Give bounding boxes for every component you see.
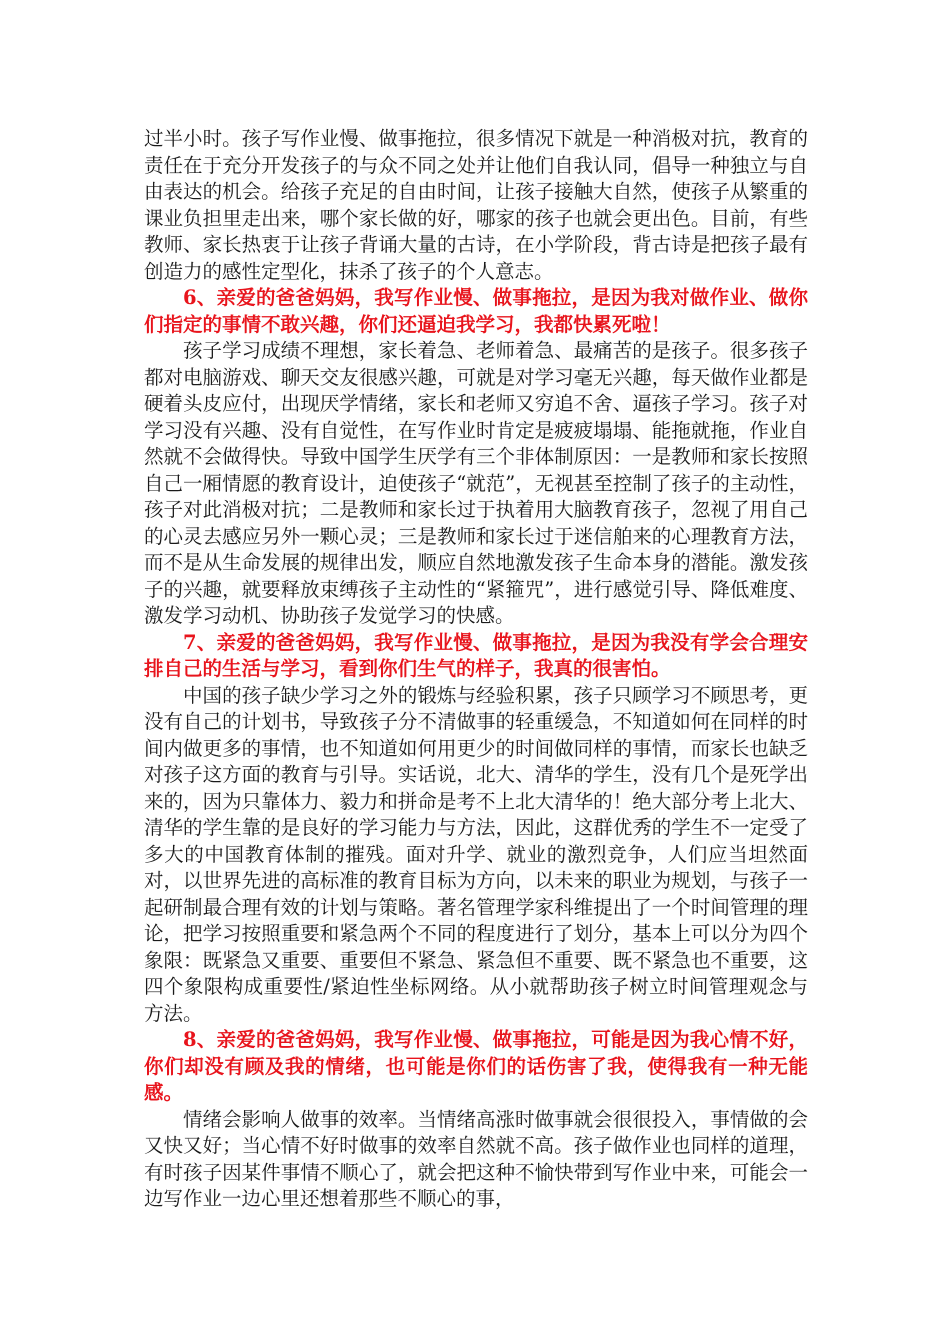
section-heading-6: 6、亲爱的爸爸妈妈，我写作业慢、做事拖拉，是因为我对做作业、做你们指定的事情不敢兴趣，你们还逼迫我学习，我都快累死啦！ bbox=[144, 286, 808, 336]
section-heading-8: 8、亲爱的爸爸妈妈，我写作业慢、做事拖拉，可能是因为我心情不好，你们却没有顾及我的情绪，也可能是你们的话伤害了我，使得我有一种无能感。 bbox=[144, 1028, 808, 1104]
body-paragraph: 过半小时。孩子写作业慢、做事拖拉，很多情况下就是一种消极对抗，教育的责任在于充分开发孩子的与众不同之处并让他们自我认同，倡导一种独立与自由表达的机会。给孩子充足的自由时间，让孩子接触大自然，使孩子从繁重的课业负担里走出来，哪个家长做的好，哪家的孩子也就会更出色。目前，有些教师、家长热衷于让孩子背诵大量的古诗，在小学阶段，背古诗是把孩子最有创造力的感性定型化，抹杀了孩子的个人意志。 bbox=[144, 127, 808, 283]
body-paragraph: 情绪会影响人做事的效率。当情绪高涨时做事就会很很投入，事情做的会又快又好；当心情不好时做事的效率自然就不高。孩子做作业也同样的道理，有时孩子因某件事情不顺心了，就会把这种不愉快带到写作业中来，可能会一边写作业一边心里还想着那些不顺心的事， bbox=[144, 1107, 808, 1210]
body-paragraph: 孩子学习成绩不理想，家长着急、老师着急、最痛苦的是孩子。很多孩子都对电脑游戏、聊天交友很感兴趣，可就是对学习毫无兴趣，每天做作业都是硬着头皮应付，出现厌学情绪，家长和老师又穷追不舍、逼孩子学习。孩子对学习没有兴趣、没有自觉性，在写作业时肯定是疲疲塌塌、能拖就拖，作业自然就不会做得快。导致中国学生厌学有三个非体制原因：一是教师和家长按照自己一厢情愿的教育设计，迫使孩子“就范”，无视甚至控制了孩子的主动性，孩子对此消极对抗；二是教师和家长过于执着用大脑教育孩子，忽视了用自己的心灵去感应另外一颗心灵；三是教师和家长过于迷信舶来的心理教育方法，而不是从生命发展的规律出发，顺应自然地激发孩子生命本身的潜能。激发孩子的兴趣，就要释放束缚孩子主动性的“紧箍咒”，进行感觉引导、降低难度、激发学习动机、协助孩子发觉学习的快感。 bbox=[144, 339, 808, 627]
body-paragraph: 中国的孩子缺少学习之外的锻炼与经验积累，孩子只顾学习不顾思考，更没有自己的计划书，导致孩子分不清做事的轻重缓急，不知道如何在同样的时间内做更多的事情，也不知道如何用更少的时间做同样的事情，而家长也缺乏对孩子这方面的教育与引导。实话说，北大、清华的学生，没有几个是死学出来的，因为只靠体力、毅力和拼命是考不上北大清华的！绝大部分考上北大、清华的学生靠的是良好的学习能力与方法，因此，这群优秀的学生不一定受了多大的中国教育体制的摧残。面对升学、就业的激烈竞争，人们应当坦然面对，以世界先进的高标准的教育目标为方向，以未来的职业为规划，与孩子一起研制最合理有效的计划与策略。著名管理学家科维提出了一个时间管理的理论，把学习按照重要和紧急两个不同的程度进行了划分，基本上可以分为四个象限：既紧急又重要、重要但不紧急、紧急但不重要、既不紧急也不重要，这四个象限构成重要性/紧迫性坐标网络。从小就帮助孩子树立时间管理观念与方法。 bbox=[144, 683, 808, 1025]
document-page bbox=[144, 126, 808, 1213]
section-heading-7: 7、亲爱的爸爸妈妈，我写作业慢、做事拖拉，是因为我没有学会合理安排自己的生活与学习，看到你们生气的样子，我真的很害怕。 bbox=[144, 630, 808, 680]
